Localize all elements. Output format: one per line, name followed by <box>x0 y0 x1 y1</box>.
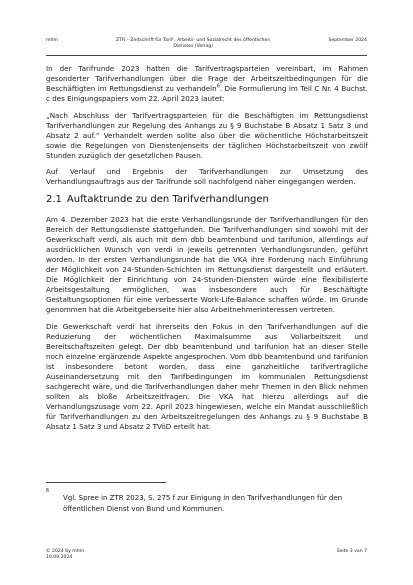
footer-date: 10.09.2024 <box>46 555 73 560</box>
section-number: 2.1 <box>46 194 62 205</box>
section-heading <box>46 194 368 206</box>
footnote-text: Vgl. Spree in ZTR 2023, S. 275 f zur Einigung in den Tarifverhandlungen für den öffentlichen Dienst von Bund und Kommunen. <box>63 494 343 513</box>
page-footer <box>46 549 367 561</box>
paragraph-first-round: Am 4. Dezember 2023 hat die erste Verhandlungsrunde der Tarifverhandlungen für den Bereich der Rettungsdienste stattgefunden. Die Tarifverhandlungen sind sowohl mit der Gewerkschaft verdi, als auch mit dem dbb beamtenbund und tarifunion, allerdings auf ausdrücklichen Wunsch von verdi in jeweils getrennten Verhandlungsrunden, geführt worden. In der ersten Verhandlungsrunde hat die VKA ihre Forderung nach Einführung der Möglichkeit von 24-Stunden-Schichten im Rettungsdienst dargestellt und erläutert. Die Möglichkeit der Einrichtung von 24-Stunden-Diensten würde eine flexibilisierte Arbeitsgestaltung ermöglichen, was insbesondere auch für Beschäftigte Gestaltungsoptionen für eine verbesserte Work-Life-Balance schaffen würde. Im Grunde genommen hat die Arbeitgeberseite hier also Arbeitnehmerinteressen vertreten. <box>46 215 368 314</box>
header-left: mhm <box>46 38 58 43</box>
footnote <box>46 488 368 515</box>
header-center <box>108 38 278 49</box>
footer-copyright: © 2024 by mhm <box>46 549 85 554</box>
footnote-number: 6 <box>46 488 50 494</box>
paragraph-outlook: Auf Verlauf und Ergebnis der Tarifverhandlungen zur Umsetzung des Verhandlungsauftrags aus der Tarifrunde soll nachfolgend näher eingegangen werden. <box>46 167 368 186</box>
paragraph-intro-a: In der Tarifrunde 2023 hatten die Tarifvertragsparteien vereinbart, im Rahmen gesonderter Tarifverhandlungen über die Frage der Arbeitszeitbedingungen für die Beschäftigten im Rettungsdienst zu verhandeln <box>46 64 368 93</box>
paragraph-intro <box>46 64 368 104</box>
section-title: Auftaktrunde zu den Tarifverhandlungen <box>66 194 269 205</box>
paragraph-intro-b: . Die Formulierung im Teil C Nr. 4 Buchst. c des Einigungspapiers vom 22. April 2023 lautet: <box>46 84 368 103</box>
header-center-line1: ZTR – Zeitschrift für Tarif-, Arbeits- und Sozialrecht des öffentlichen <box>116 38 271 43</box>
footnote-ref[interactable]: 6 <box>216 83 220 90</box>
document-body <box>46 64 368 439</box>
header-center-line2: Dienstes (Verlag) <box>173 43 213 49</box>
header-rule <box>46 55 367 56</box>
header-right: September 2024 <box>328 38 367 43</box>
page-number: Seite 3 von 7 <box>336 549 367 554</box>
paragraph-union-focus: Die Gewerkschaft verdi hat ihrerseits den Fokus in den Tarifverhandlungen auf die Reduzierung der wöchentlichen Maximalsumme aus Vollarbeitszeit und Bereitschaftszeiten gelegt. Der dbb beamtenbund und tarifunion hat an dieser Stelle noch einzelne ergänzende Aspekte angesprochen. Vom dbb beamtenbund und tarifunion ist insbesondere betont worden, dass eine ganzheitliche tarifvertragliche Auseinandersetzung mit den Tarifbedingungen im kommunalen Rettungsdienst sachgerecht wäre, und die Tarifverhandlungen daher mehr Themen in den Blick nehmen sollten als bloße Arbeitszeitfragen. Die VKA hat hierzu allerdings auf die Verhandlungszusage vom 22. April 2023 hingewiesen, welche ein Mandat ausschließlich für Tarifverhandlungen zu den Arbeitszeitregelungen des Anhangs zu § 9 Buchstabe B Absatz 1 Satz 3 und Absatz 2 TVöD erteilt hat. <box>46 322 368 431</box>
footer-left <box>46 549 84 561</box>
paragraph-quote: „Nach Abschluss der Tarifvertragsparteien für die Beschäftigten im Rettungsdienst Tarifverhandlungen zur Regelung des Anhangs zu § 9 Buchstabe B Absatz 1 Satz 3 und Absatz 2 auf.“ Verhandelt werden sollte also über die wöchentliche Höchstarbeitszeit sowie die Regelungen von Dienstenjenseits der täglichen Höchstarbeitszeit von zwölf Stunden zuzüglich der gesetzlichen Pausen. <box>46 111 368 160</box>
footnote-rule <box>46 482 166 483</box>
page-header <box>46 38 367 49</box>
